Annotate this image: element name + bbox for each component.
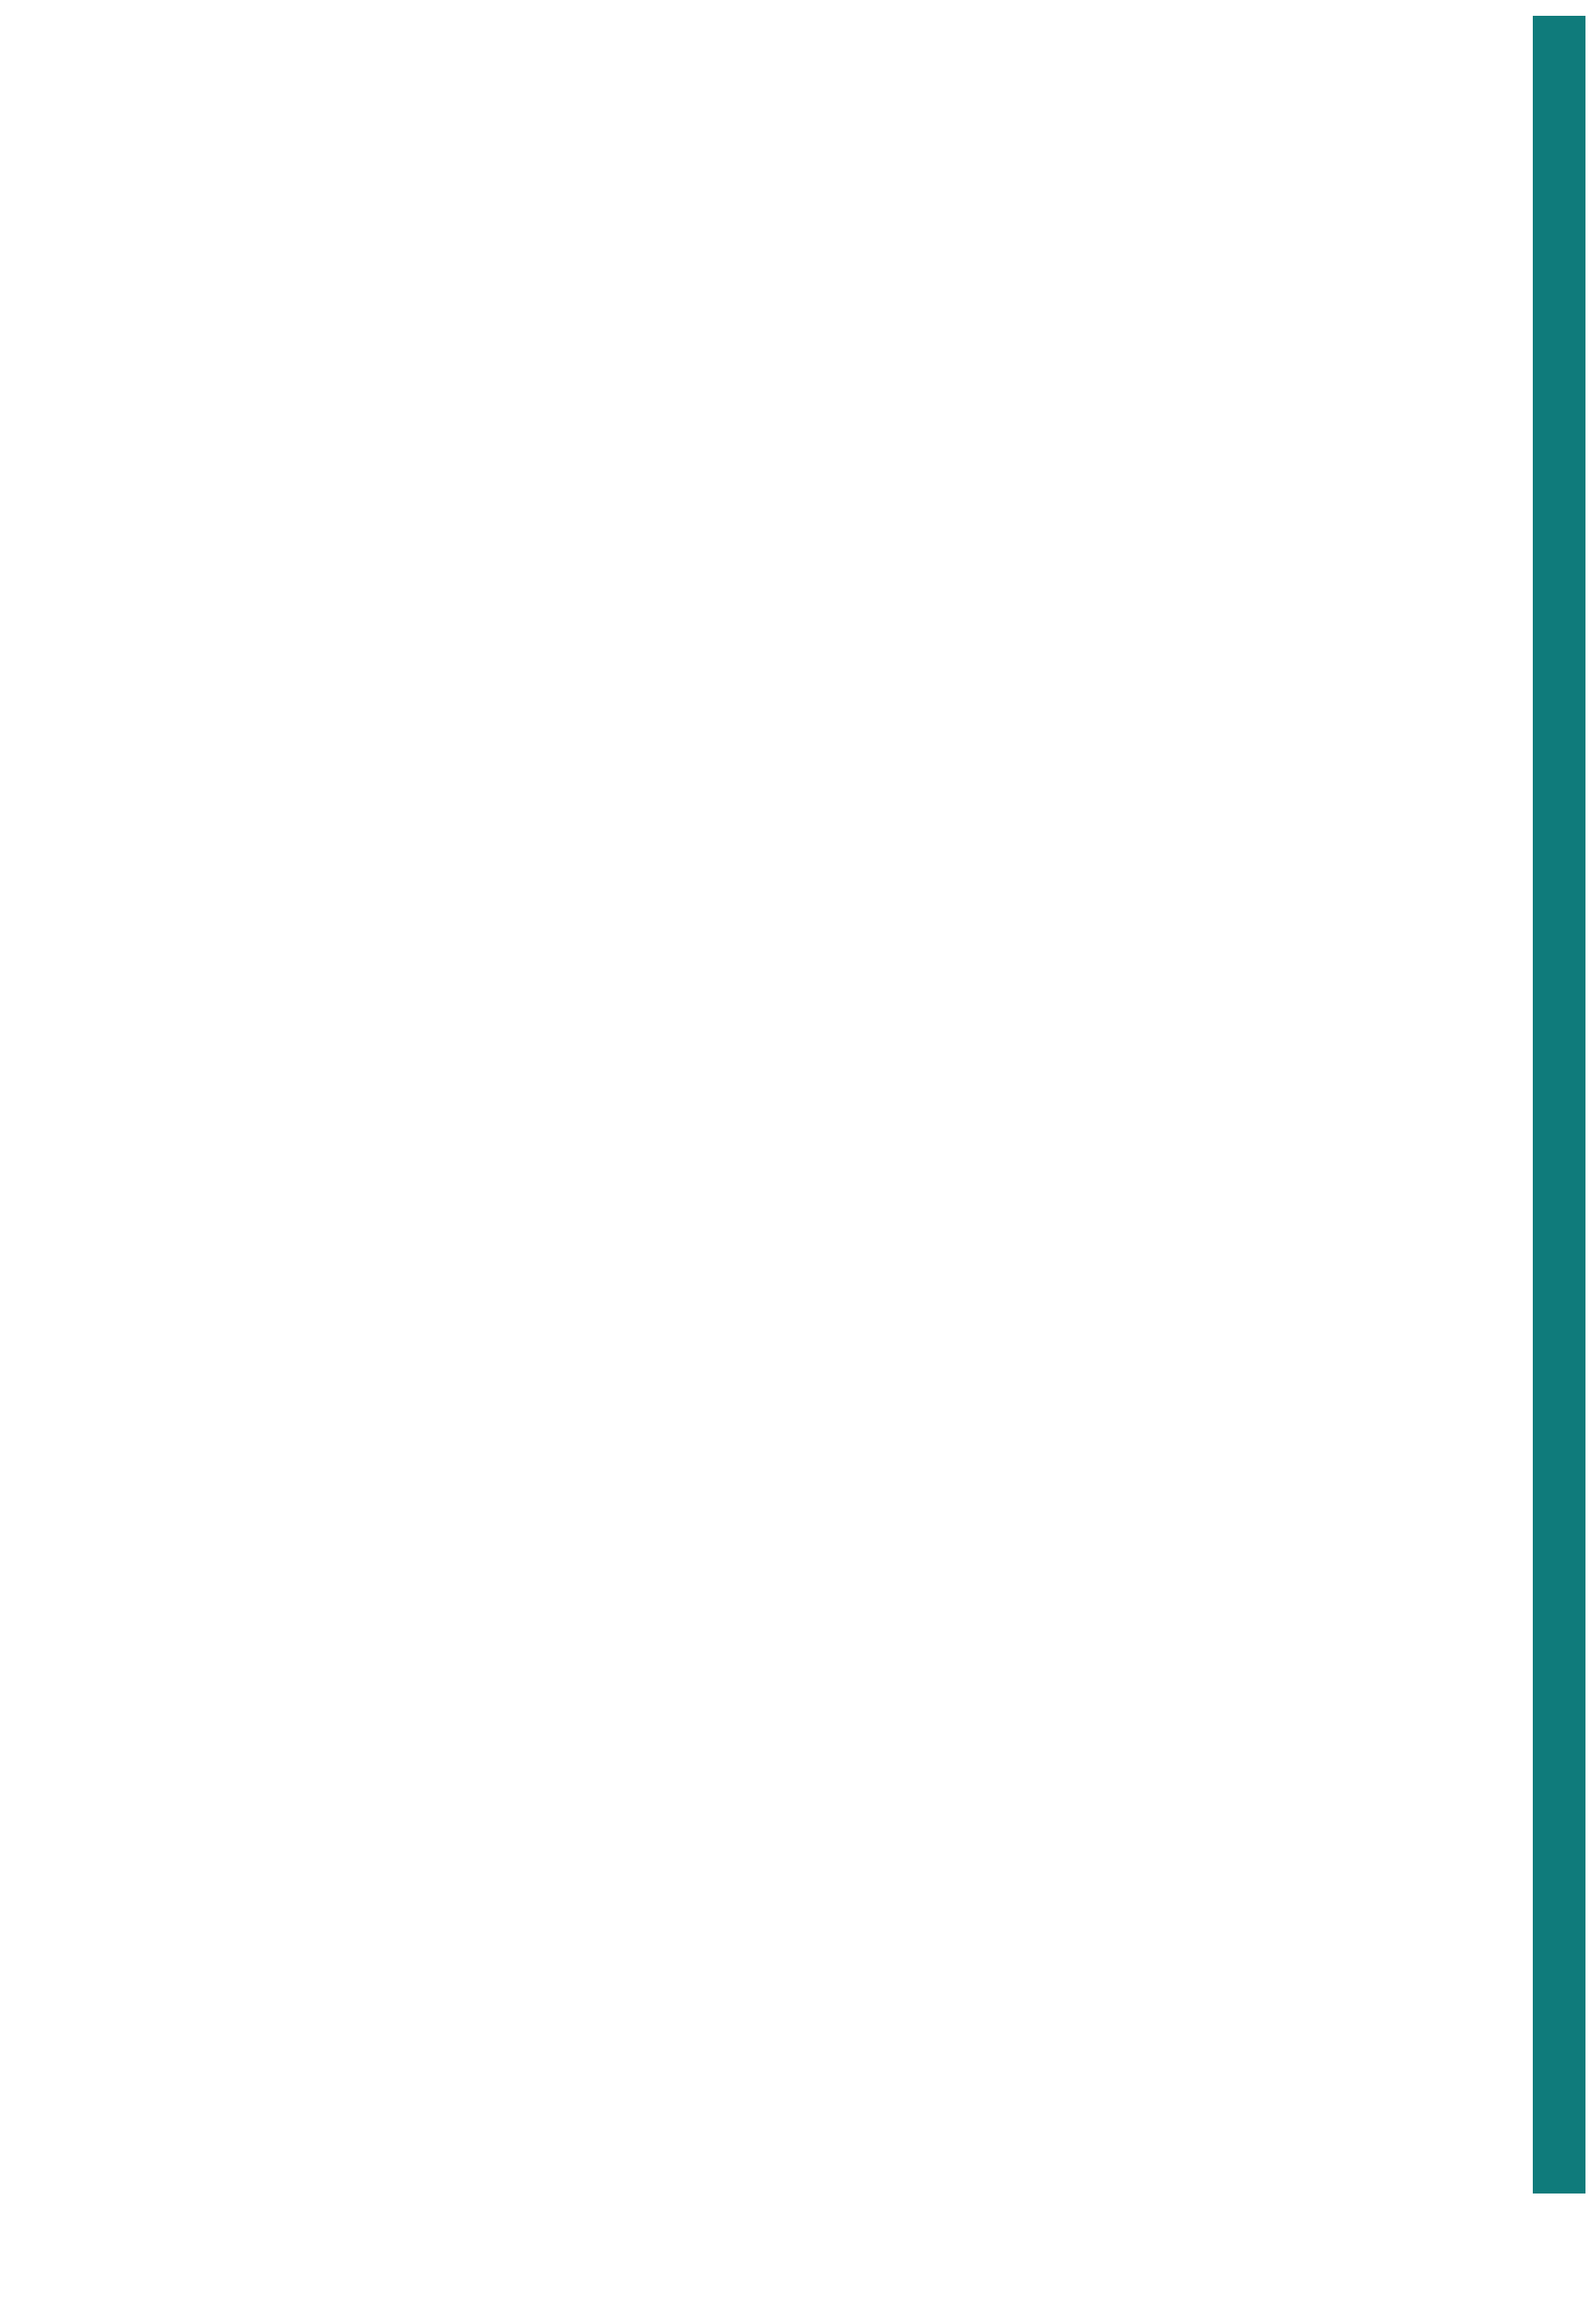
outgroup-band — [0, 2204, 1596, 2274]
family-bar — [1533, 16, 1585, 2194]
